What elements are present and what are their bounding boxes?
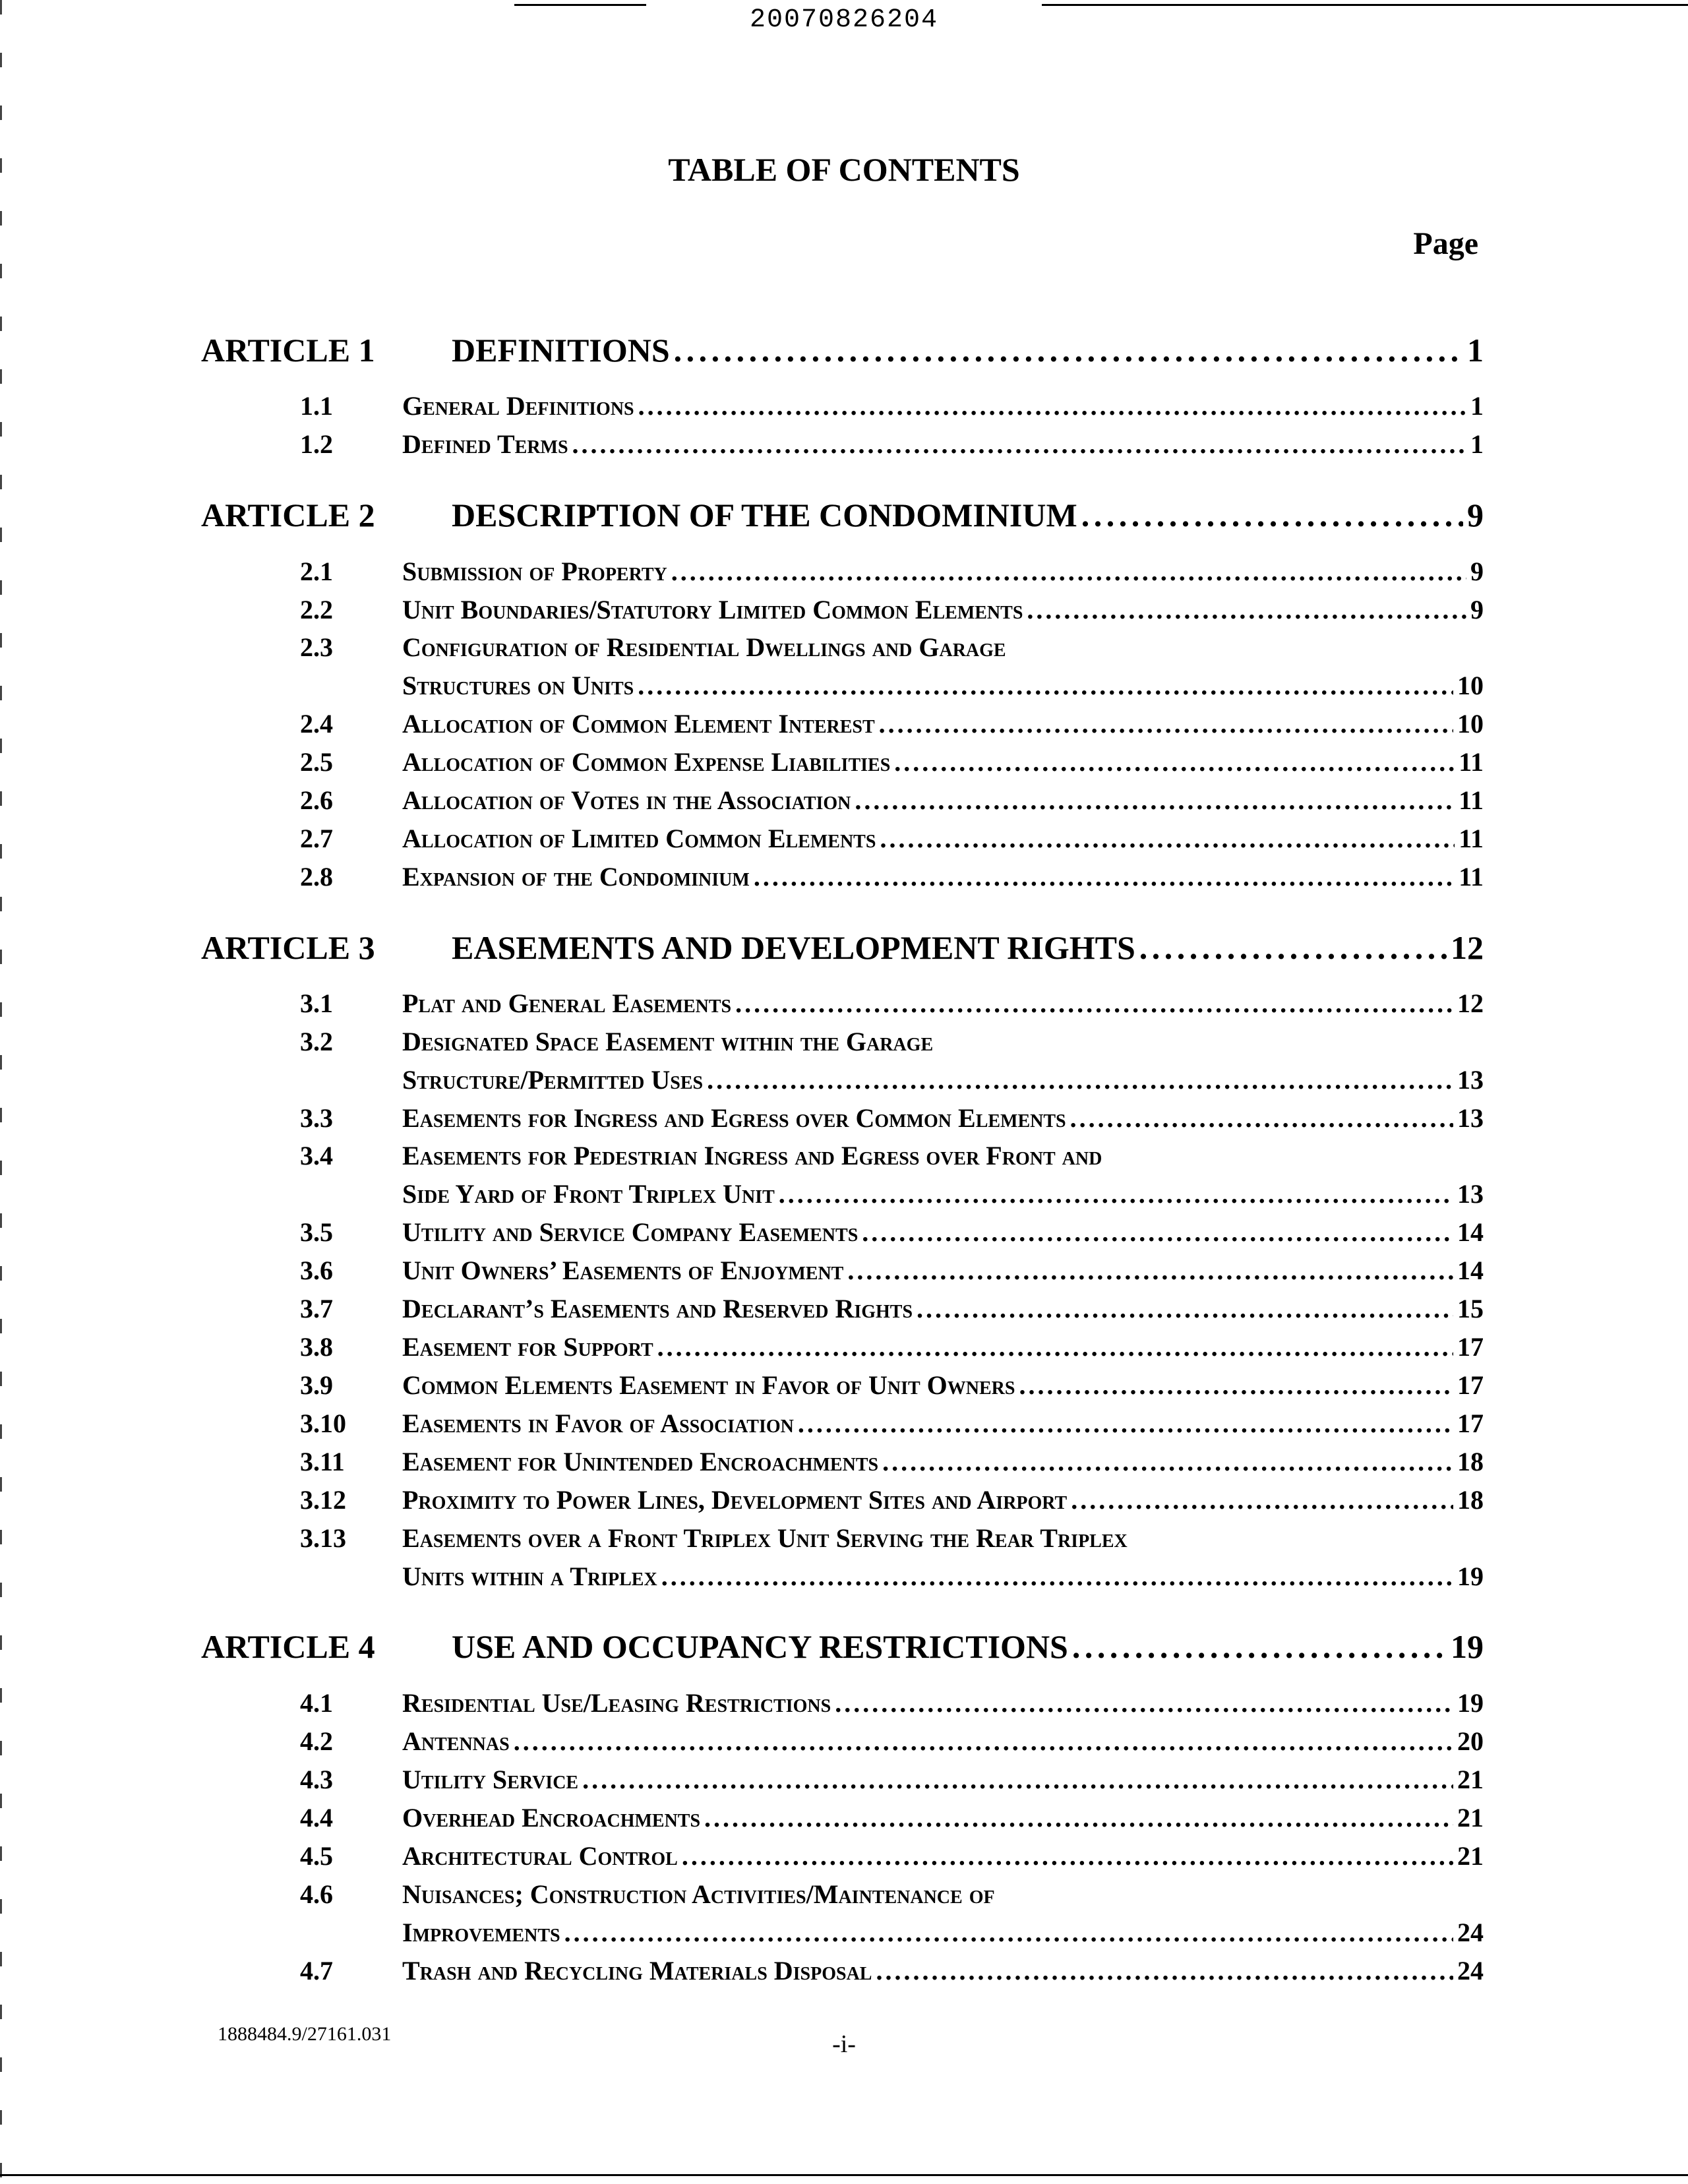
- page-column-header: Page: [1413, 226, 1478, 261]
- toc-page: 1: [1470, 391, 1484, 421]
- toc-title-continued: Improvements: [402, 1918, 560, 1947]
- toc-title-continued: Units within a Triplex: [402, 1562, 657, 1591]
- leader-dots: [894, 746, 1455, 777]
- toc-page: 19: [1451, 1628, 1484, 1665]
- toc-number: 3.9: [300, 1370, 333, 1400]
- toc-section-row[interactable]: [300, 556, 1484, 587]
- toc-page: 17: [1457, 1332, 1484, 1362]
- leader-dots: [855, 785, 1455, 816]
- footer-document-id: 1888484.9/27161.031: [218, 2023, 392, 2045]
- toc-number: 1.1: [300, 391, 333, 421]
- toc-title-text: Unit Owners’ Easements of Enjoyment: [402, 1256, 844, 1285]
- toc-title-text: Easements over a Front Triplex Unit Serving the Rear Triplex: [402, 1523, 1128, 1553]
- toc-section-row[interactable]: [300, 1408, 1484, 1439]
- toc-page: 14: [1457, 1256, 1484, 1285]
- toc-title-text: Allocation of Common Element Interest: [402, 709, 875, 739]
- leader-dots: [917, 1293, 1453, 1324]
- toc-number: 3.4: [300, 1141, 333, 1170]
- toc-page: 19: [1457, 1562, 1484, 1591]
- toc-section-row[interactable]: [300, 988, 1484, 1019]
- toc-section-row[interactable]: [300, 1687, 1484, 1718]
- toc-number: 2.4: [300, 709, 333, 739]
- toc-section-row[interactable]: [300, 1255, 1484, 1286]
- toc-page: 21: [1457, 1803, 1484, 1833]
- toc-title-text: DESCRIPTION OF THE CONDOMINIUM: [452, 497, 1077, 533]
- toc-number: ARTICLE 1: [201, 332, 375, 369]
- toc-number: 3.5: [300, 1217, 333, 1247]
- toc-number: 4.3: [300, 1765, 333, 1794]
- toc-number: 4.2: [300, 1726, 333, 1756]
- toc-section-row[interactable]: [300, 594, 1484, 625]
- leader-dots: [835, 1687, 1453, 1718]
- bottom-rule: [0, 2174, 1688, 2176]
- toc-page: 11: [1459, 824, 1484, 853]
- scan-edge: [0, 0, 2, 2184]
- toc-section-row[interactable]: [300, 1103, 1484, 1134]
- toc-number: 2.7: [300, 824, 333, 853]
- toc-number: 4.1: [300, 1688, 333, 1718]
- toc-number: 4.4: [300, 1803, 333, 1833]
- toc-page: 17: [1457, 1409, 1484, 1438]
- toc-page: 21: [1457, 1765, 1484, 1794]
- toc-page: 11: [1459, 785, 1484, 815]
- toc-number: 4.5: [300, 1841, 333, 1871]
- toc-article-row[interactable]: [201, 496, 1484, 534]
- toc-section-row-continued[interactable]: [300, 1178, 1484, 1209]
- leader-dots: [879, 708, 1453, 739]
- toc-title-continued: Structure/Permitted Uses: [402, 1065, 704, 1095]
- toc-number: 2.3: [300, 632, 333, 662]
- toc-section-row[interactable]: [300, 390, 1484, 421]
- toc-section-row[interactable]: [300, 1840, 1484, 1871]
- toc-page: 24: [1457, 1918, 1484, 1947]
- toc-title-text: Proximity to Power Lines, Development Sites and Airport: [402, 1485, 1068, 1515]
- toc-number: ARTICLE 3: [201, 929, 375, 966]
- toc-title-text: Easement for Support: [402, 1332, 653, 1362]
- toc-title-text: Common Elements Easement in Favor of Unit Owners: [402, 1370, 1015, 1400]
- toc-number: 3.3: [300, 1103, 333, 1133]
- toc-title-text: Allocation of Limited Common Elements: [402, 824, 876, 853]
- toc-number: 3.8: [300, 1332, 333, 1362]
- toc-number: 3.2: [300, 1027, 333, 1056]
- toc-section-row[interactable]: [300, 1370, 1484, 1401]
- toc-title: TABLE OF CONTENTS: [668, 151, 1020, 188]
- toc-title-text: Submission of Property: [402, 557, 667, 586]
- toc-number: 3.6: [300, 1256, 333, 1285]
- toc-section-row-wrapped[interactable]: [300, 1140, 1484, 1171]
- toc-page: 12: [1457, 988, 1484, 1018]
- toc-title-text: DEFINITIONS: [452, 332, 670, 369]
- toc-title-text: Residential Use/Leasing Restrictions: [402, 1688, 831, 1718]
- toc-title-text: Easement for Unintended Encroachments: [402, 1447, 879, 1476]
- toc-title-text: Antennas: [402, 1726, 510, 1756]
- leader-dots: [876, 1955, 1453, 1986]
- leader-dots: [754, 861, 1455, 892]
- toc-section-row[interactable]: [300, 1726, 1484, 1757]
- toc-page: 24: [1457, 1956, 1484, 1986]
- toc-page: 9: [1467, 497, 1484, 533]
- toc-page: 15: [1457, 1294, 1484, 1323]
- leader-dots: [862, 1217, 1453, 1248]
- toc-page: 11: [1459, 747, 1484, 777]
- toc-title-text: Utility Service: [402, 1765, 579, 1794]
- toc-number: 2.5: [300, 747, 333, 777]
- leader-dots: [798, 1408, 1453, 1439]
- toc-article-row[interactable]: [201, 928, 1484, 967]
- toc-number: 3.12: [300, 1485, 346, 1515]
- leader-dots: [661, 1561, 1453, 1592]
- toc-section-row[interactable]: [300, 1331, 1484, 1362]
- leader-dots: [1071, 1484, 1453, 1515]
- toc-number: 4.6: [300, 1879, 333, 1909]
- toc-section-row-wrapped[interactable]: [300, 1523, 1484, 1554]
- toc-section-row[interactable]: [300, 1764, 1484, 1795]
- leader-dots: [682, 1840, 1453, 1871]
- toc-section-row-continued[interactable]: [300, 670, 1484, 701]
- toc-page: 21: [1457, 1841, 1484, 1871]
- toc-title-text: Designated Space Easement within the Garage: [402, 1027, 934, 1056]
- footer-page-number: -i-: [832, 2030, 856, 2058]
- toc-section-row[interactable]: [300, 785, 1484, 816]
- leader-dots: [1019, 1370, 1453, 1401]
- toc-section-row[interactable]: [300, 429, 1484, 460]
- leader-dots: [564, 1917, 1453, 1948]
- toc-number: 3.13: [300, 1523, 346, 1553]
- toc-page: 18: [1457, 1485, 1484, 1515]
- toc-number: ARTICLE 4: [201, 1628, 375, 1665]
- toc-page: 18: [1457, 1447, 1484, 1476]
- toc-page: 11: [1459, 862, 1484, 892]
- toc-section-row[interactable]: [300, 1217, 1484, 1248]
- leader-dots: [1027, 594, 1466, 625]
- toc-title-text: Architectural Control: [402, 1841, 678, 1871]
- toc-number: 2.6: [300, 785, 333, 815]
- toc-page: 14: [1457, 1217, 1484, 1247]
- toc-section-row-continued[interactable]: [300, 1561, 1484, 1592]
- leader-dots: [582, 1764, 1453, 1795]
- toc-page: 10: [1457, 671, 1484, 700]
- toc-title-text: Expansion of the Condominium: [402, 862, 750, 892]
- toc-section-row[interactable]: [300, 1802, 1484, 1833]
- document-number: 20070826204: [749, 5, 939, 35]
- toc-number: 3.1: [300, 988, 333, 1018]
- toc-title-text: Trash and Recycling Materials Disposal: [402, 1956, 872, 1986]
- leader-dots: [1072, 1627, 1447, 1666]
- leader-dots: [880, 823, 1455, 854]
- toc-title-text: Configuration of Residential Dwellings and Garage: [402, 632, 1006, 662]
- toc-section-row[interactable]: [300, 1484, 1484, 1515]
- leader-dots: [847, 1255, 1453, 1286]
- toc-title-text: Defined Terms: [402, 429, 568, 459]
- leader-dots: [1070, 1103, 1453, 1134]
- toc-article-row[interactable]: [201, 331, 1484, 369]
- leader-dots: [638, 670, 1453, 701]
- toc-title-text: USE AND OCCUPANCY RESTRICTIONS: [452, 1628, 1068, 1665]
- leader-dots: [704, 1802, 1453, 1833]
- toc-title-continued: Side Yard of Front Triplex Unit: [402, 1179, 775, 1209]
- toc-title-text: Nuisances; Construction Activities/Maintenance of: [402, 1879, 995, 1909]
- toc-section-row[interactable]: [300, 861, 1484, 892]
- toc-title-text: Utility and Service Company Easements: [402, 1217, 859, 1247]
- leader-dots: [1081, 496, 1463, 534]
- toc-number: 2.2: [300, 595, 333, 624]
- toc-title-text: Allocation of Common Expense Liabilities: [402, 747, 891, 777]
- toc-title-text: Plat and General Easements: [402, 988, 732, 1018]
- toc-number: 2.1: [300, 557, 333, 586]
- leader-dots: [882, 1446, 1453, 1477]
- leader-dots: [657, 1331, 1453, 1362]
- toc-article-row[interactable]: [201, 1627, 1484, 1666]
- toc-section-row[interactable]: [300, 823, 1484, 854]
- toc-number: 3.7: [300, 1294, 333, 1323]
- toc-section-row-continued[interactable]: [300, 1917, 1484, 1948]
- leader-dots: [707, 1064, 1453, 1095]
- toc-page: 10: [1457, 709, 1484, 739]
- toc-section-row-wrapped[interactable]: [300, 1879, 1484, 1910]
- toc-page: 9: [1470, 557, 1484, 586]
- toc-title-text: Declarant’s Easements and Reserved Rights: [402, 1294, 913, 1323]
- toc-page: 13: [1457, 1065, 1484, 1095]
- toc-page: 9: [1470, 595, 1484, 624]
- toc-number: 3.11: [300, 1447, 345, 1476]
- toc-title-text: General Definitions: [402, 391, 634, 421]
- toc-page: 20: [1457, 1726, 1484, 1756]
- leader-dots: [514, 1726, 1453, 1757]
- toc-section-row[interactable]: [300, 1446, 1484, 1477]
- toc-page: 1: [1467, 332, 1484, 369]
- toc-title-text: Unit Boundaries/Statutory Limited Common Elements: [402, 595, 1023, 624]
- leader-dots: [674, 331, 1463, 369]
- toc-number: 3.10: [300, 1409, 346, 1438]
- toc-page: 12: [1451, 929, 1484, 966]
- toc-title-continued: Structures on Units: [402, 671, 634, 700]
- toc-section-row[interactable]: [300, 1955, 1484, 1986]
- toc-section-row[interactable]: [300, 746, 1484, 777]
- leader-dots: [638, 390, 1466, 421]
- toc-section-row[interactable]: [300, 708, 1484, 739]
- toc-title-text: Easements for Ingress and Egress over Common Elements: [402, 1103, 1066, 1133]
- toc-page: 13: [1457, 1103, 1484, 1133]
- toc-title-text: Allocation of Votes in the Association: [402, 785, 851, 815]
- toc-title-text: Overhead Encroachments: [402, 1803, 701, 1833]
- toc-page: 13: [1457, 1179, 1484, 1209]
- leader-dots: [1139, 928, 1447, 967]
- toc-title-text: EASEMENTS AND DEVELOPMENT RIGHTS: [452, 929, 1135, 966]
- toc-section-row-continued[interactable]: [300, 1064, 1484, 1095]
- leader-dots: [671, 556, 1466, 587]
- toc-title-text: Easements in Favor of Association: [402, 1409, 794, 1438]
- toc-page: 1: [1470, 429, 1484, 459]
- toc-number: ARTICLE 2: [201, 497, 375, 533]
- toc-section-row[interactable]: [300, 1293, 1484, 1324]
- leader-dots: [779, 1178, 1453, 1209]
- toc-number: 2.8: [300, 862, 333, 892]
- toc-page: 17: [1457, 1370, 1484, 1400]
- toc-page: 19: [1457, 1688, 1484, 1718]
- leader-dots: [572, 429, 1466, 460]
- toc-section-row-wrapped[interactable]: [300, 1026, 1484, 1057]
- toc-number: 1.2: [300, 429, 333, 459]
- leader-dots: [735, 988, 1453, 1019]
- toc-title-text: Easements for Pedestrian Ingress and Egress over Front and: [402, 1141, 1102, 1170]
- toc-section-row-wrapped[interactable]: [300, 632, 1484, 663]
- toc-number: 4.7: [300, 1956, 333, 1986]
